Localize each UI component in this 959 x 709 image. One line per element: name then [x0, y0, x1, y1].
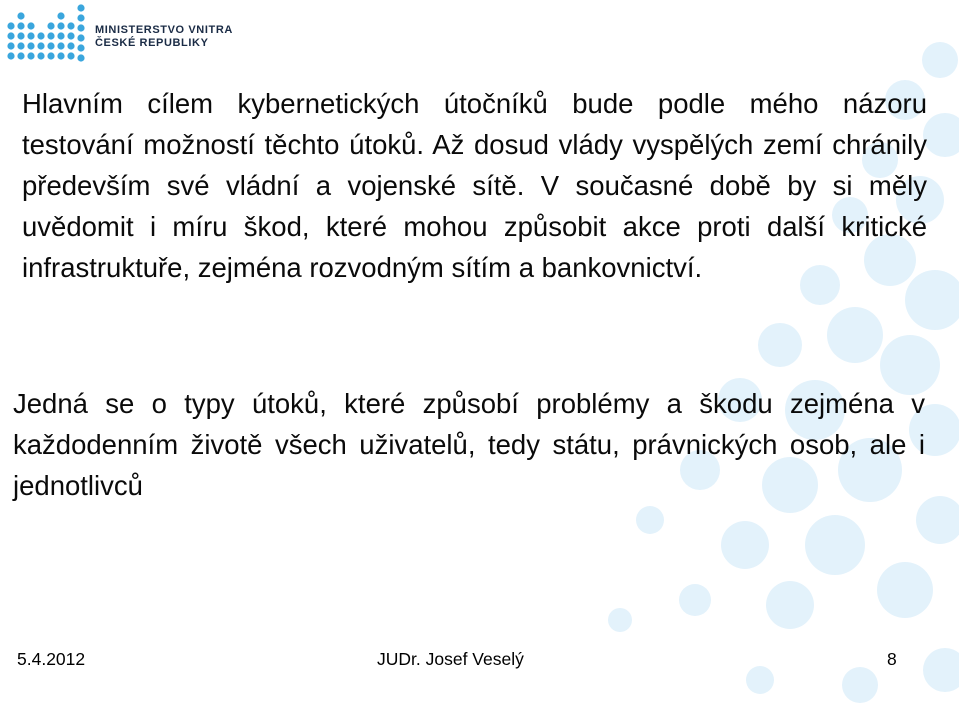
- logo-line-1: MINISTERSTVO VNITRA: [95, 24, 233, 36]
- body-paragraph-1: Hlavním cílem kybernetických útočníků bude podle mého názoru testování možností těchto útoků. Až dosud vlády vyspělých zemí chránily především své vládní a vojenské sítě. V současné době by si měly uvědomit i míru škod, které mohou způsobit akce proti další kritické infrastruktuře, zejména rozvodným sítím a bankovnictví.: [22, 88, 927, 283]
- footer-author: JUDr. Josef Veselý: [377, 649, 524, 669]
- footer-date: 5.4.2012: [17, 649, 86, 669]
- body-paragraph-2: Jedná se o typy útoků, které způsobí problémy a škodu zejména v každodenním životě všech uživatelů, tedy státu, právnických osob, ale i jednotlivců: [13, 388, 925, 501]
- footer-page-number: 8: [887, 649, 897, 669]
- ministry-logo: [6, 4, 266, 64]
- logo-text: [95, 24, 233, 50]
- logo-line-2: ČESKÉ REPUBLIKY: [95, 37, 209, 49]
- logo-bars-icon: [6, 4, 90, 62]
